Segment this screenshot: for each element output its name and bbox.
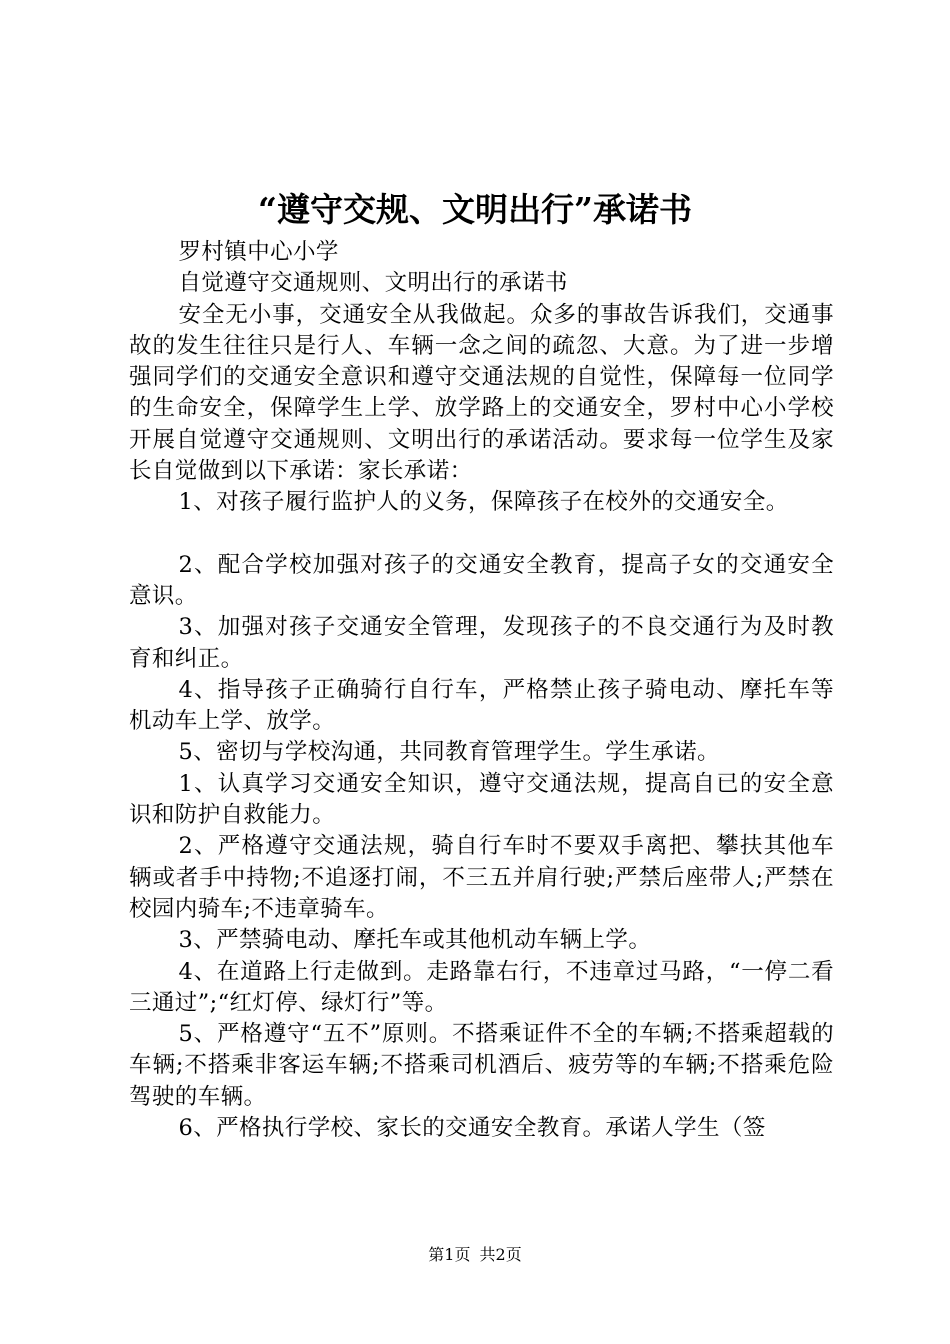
page-footer bbox=[0, 1244, 950, 1266]
page-number: 第1页 bbox=[428, 1245, 471, 1264]
student-item-2: 2、严格遵守交通法规，骑自行车时不要双手离把、攀扶其他车辆或者手中持物;不追逐打闹，不三五并肩行驶;严禁后座带人;严禁在校园内骑车;不违章骑车。 bbox=[129, 833, 834, 922]
student-item-5: 5、严格遵守“五不”原则。不搭乘证件不全的车辆;不搭乘超载的车辆;不搭乘非客运车辆;不搭乘司机酒后、疲劳等的车辆;不搭乘危险驾驶的车辆。 bbox=[129, 1021, 834, 1110]
parent-item-3: 3、加强对孩子交通安全管理，发现孩子的不良交通行为及时教育和纠正。 bbox=[129, 614, 834, 672]
parent-item-1: 1、对孩子履行监护人的义务，保障孩子在校外的交通安全。 bbox=[178, 489, 789, 516]
student-item-1: 1、认真学习交通安全知识，遵守交通法规，提高自已的安全意识和防护自救能力。 bbox=[129, 770, 834, 829]
parent-item-4: 4、指导孩子正确骑行自行车，严格禁止孩子骑电动、摩托车等机动车上学、放学。 bbox=[129, 676, 834, 735]
page-total: 共2页 bbox=[479, 1245, 522, 1264]
school-name: 罗村镇中心小学 bbox=[178, 239, 339, 265]
parent-item-2: 2、配合学校加强对孩子的交通安全教育，提高子女的交通安全意识。 bbox=[129, 551, 834, 609]
student-item-4: 4、在道路上行走做到。走路靠右行，不违章过马路，“一停二看三通过”;“红灯停、绿灯行”等。 bbox=[129, 958, 834, 1016]
document-subtitle: 自觉遵守交通规则、文明出行的承诺书 bbox=[178, 270, 568, 297]
document-body bbox=[129, 237, 834, 1144]
student-item-3: 3、严禁骑电动、摩托车或其他机动车辆上学。 bbox=[178, 927, 652, 954]
document-title: “遵守交规、文明出行”承诺书 bbox=[258, 190, 692, 229]
parent-item-5: 5、密切与学校沟通，共同教育管理学生。学生承诺。 bbox=[178, 739, 720, 766]
student-item-6: 6、严格执行学校、家长的交通安全教育。承诺人学生（签 bbox=[178, 1115, 766, 1142]
intro-paragraph: 安全无小事，交通安全从我做起。众多的事故告诉我们，交通事故的发生往往只是行人、车辆一念之间的疏忽、大意。为了进一步增强同学们的交通安全意识和遵守交通法规的自觉性，保障每一位同学的生命安全，保障学生上学、放学路上的交通安全，罗村中心小学校开展自觉遵守交通规则、文明出行的承诺活动。要求每一位学生及家长自觉做到以下承诺：家长承诺： bbox=[129, 301, 834, 485]
